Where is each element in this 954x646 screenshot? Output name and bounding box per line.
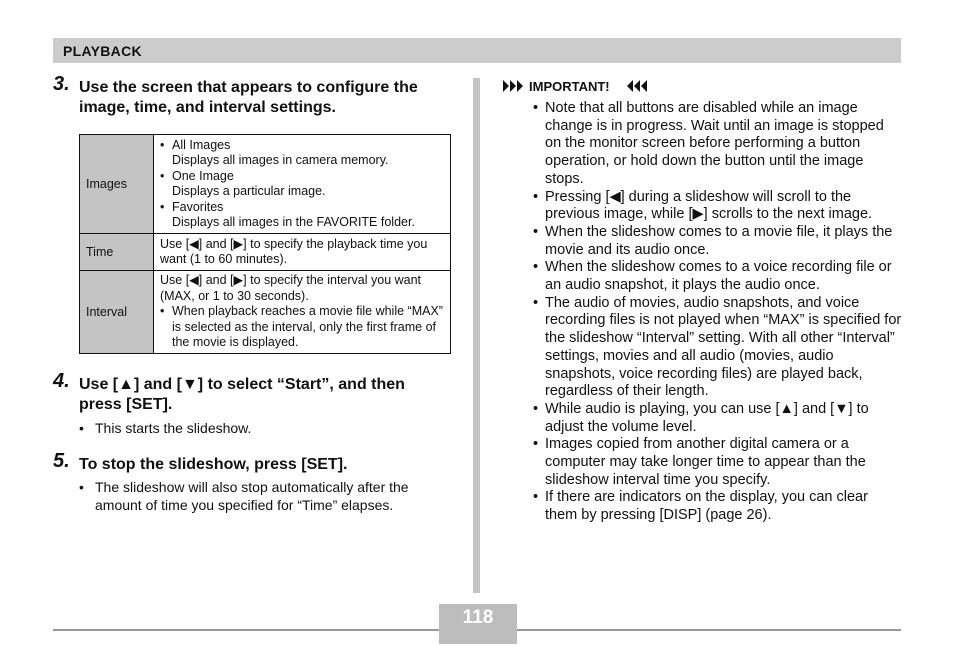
- section-title: PLAYBACK: [63, 43, 142, 59]
- list-item: • Pressing [◀] during a slideshow will scroll to the previous image, while [▶] scrolls to the next image.: [533, 189, 903, 224]
- column-divider: [473, 78, 480, 593]
- step-number: 3.: [53, 73, 70, 95]
- important-title: IMPORTANT!: [529, 79, 610, 94]
- list-item: • Favorites: [160, 200, 444, 216]
- list-item: • If there are indicators on the display, you can clear them by pressing [DISP] (page 26).: [533, 489, 903, 524]
- list-item-desc: Displays all images in the FAVORITE folder.: [172, 215, 415, 229]
- list-item: • When playback reaches a movie file while “MAX” is selected as the interval, only the first frame of the movie is displayed.: [160, 304, 444, 351]
- list-item: • The slideshow will also stop automatically after the amount of time you specified for “Time” elapses.: [79, 479, 441, 514]
- section-header: [53, 38, 901, 63]
- page-number: 118: [462, 607, 494, 628]
- time-description: Use [◀] and [▶] to specify the playback time you want (1 to 60 minutes).: [154, 234, 451, 271]
- list-item: • Note that all buttons are disabled while an image change is in progress. Wait until an image is stopped on the monitor screen before performing a button operation, or hold down the button until the image stops.: [533, 100, 903, 189]
- row-label-images: Images: [80, 135, 154, 234]
- important-notes: [533, 100, 903, 525]
- step-text: To stop the slideshow, press [SET].: [79, 456, 348, 473]
- table-row: [80, 135, 451, 234]
- images-description: [154, 135, 451, 234]
- list-item: • One Image: [160, 169, 444, 185]
- list-item: • All Images: [160, 138, 444, 154]
- list-item: • When the slideshow comes to a voice recording file or an audio snapshot, it plays the audio once.: [533, 259, 903, 294]
- page-number-box: [439, 604, 517, 644]
- list-item: • When the slideshow comes to a movie file, it plays the movie and its audio once.: [533, 224, 903, 259]
- list-item: • This starts the slideshow.: [79, 420, 451, 438]
- list-item: • Images copied from another digital camera or a computer may take longer time to appear than the slideshow interval time you specify.: [533, 436, 903, 489]
- step-text: Use [▲] and [▼] to select “Start”, and then press [SET].: [79, 376, 405, 413]
- list-item-desc: Displays a particular image.: [172, 184, 326, 198]
- step-number: 5.: [53, 450, 70, 472]
- arrow-right-icon: [503, 80, 523, 92]
- row-label-time: Time: [80, 234, 154, 271]
- interval-text: Use [◀] and [▶] to specify the interval you want (MAX, or 1 to 30 seconds).: [160, 273, 422, 303]
- interval-description: [154, 271, 451, 354]
- list-item: • While audio is playing, you can use [▲] and [▼] to adjust the volume level.: [533, 401, 903, 436]
- step-number: 4.: [53, 370, 70, 392]
- list-item: • The audio of movies, audio snapshots, and voice recording files is not played when “MAX” is specified for the slideshow “Interval” setting. With all other “Interval” settings, movies and all audio (movies, audio snapshots, voice recording files) are played back, regardless of their length.: [533, 295, 903, 401]
- step-5-note: [79, 479, 441, 514]
- row-label-interval: Interval: [80, 271, 154, 354]
- settings-table: [79, 134, 451, 354]
- table-row: [80, 271, 451, 354]
- step-text: Use the screen that appears to configure the image, time, and interval settings.: [79, 79, 418, 116]
- table-row: [80, 234, 451, 271]
- arrow-left-icon: [627, 80, 647, 92]
- list-item-desc: Displays all images in camera memory.: [172, 153, 389, 167]
- step-4-note: [79, 420, 451, 438]
